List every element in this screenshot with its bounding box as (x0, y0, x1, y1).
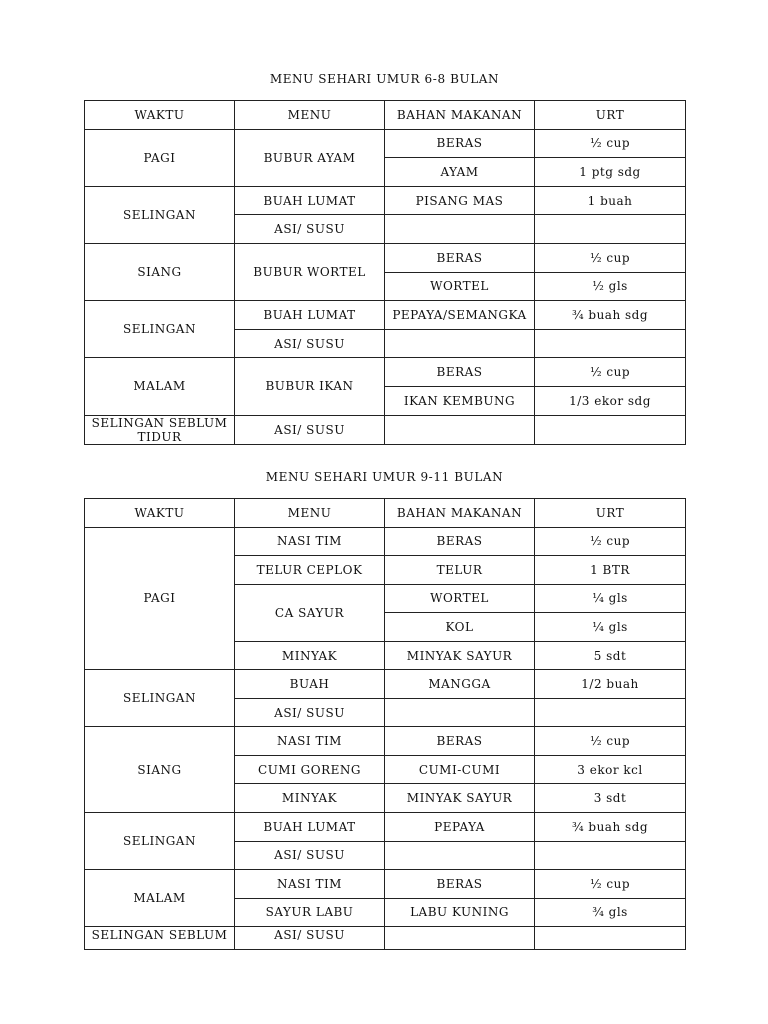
urt-cell: ¼ gls (535, 584, 686, 613)
bahan-cell: MANGGA (385, 670, 535, 699)
waktu-cell: SELINGAN (85, 186, 235, 243)
menu-table-6-8-bulan (84, 100, 686, 445)
urt-cell: ½ cup (535, 527, 686, 556)
header-cell-waktu: WAKTU (85, 499, 235, 528)
urt-cell: ½ cup (535, 243, 686, 272)
header-cell-urt: URT (535, 499, 686, 528)
header-cell-menu: MENU (235, 101, 385, 130)
bahan-cell: MINYAK SAYUR (385, 641, 535, 670)
table1-title: MENU SEHARI UMUR 6-8 BULAN (269, 72, 500, 86)
menu-cell: ASI/ SUSU (235, 215, 385, 244)
menu-table-9-11-bulan (84, 498, 686, 950)
bahan-cell: BERAS (385, 527, 535, 556)
waktu-cell: PAGI (85, 527, 235, 670)
menu-cell: MINYAK (235, 641, 385, 670)
table-row (85, 527, 686, 556)
menu-cell: NASI TIM (235, 870, 385, 899)
waktu-cell: SELINGAN (85, 813, 235, 870)
menu-cell: CUMI GORENG (235, 755, 385, 784)
menu-cell: TELUR CEPLOK (235, 556, 385, 585)
bahan-cell: AYAM (385, 158, 535, 187)
waktu-cell: SELINGAN (85, 670, 235, 727)
urt-cell (535, 215, 686, 244)
urt-cell: ½ cup (535, 358, 686, 387)
bahan-cell: PISANG MAS (385, 186, 535, 215)
waktu-cell: SIANG (85, 727, 235, 813)
urt-cell: ½ gls (535, 272, 686, 301)
bahan-cell: BERAS (385, 870, 535, 899)
header-cell-bahan-makanan: BAHAN MAKANAN (385, 101, 535, 130)
urt-cell: ¾ gls (535, 898, 686, 927)
table-row (85, 927, 686, 950)
table-row (85, 301, 686, 330)
bahan-cell: MINYAK SAYUR (385, 784, 535, 813)
table-header-row (85, 101, 686, 130)
urt-cell: 1 BTR (535, 556, 686, 585)
bahan-cell: BERAS (385, 243, 535, 272)
menu-cell: SAYUR LABU (235, 898, 385, 927)
menu-cell: BUAH (235, 670, 385, 699)
urt-cell (535, 927, 686, 950)
waktu-cell: SELINGAN SEBLUM (85, 927, 235, 950)
bahan-cell (385, 415, 535, 444)
menu-cell: BUAH LUMAT (235, 186, 385, 215)
waktu-cell: PAGI (85, 129, 235, 186)
header-cell-menu: MENU (235, 499, 385, 528)
table-row (85, 243, 686, 272)
urt-cell: 1/3 ekor sdg (535, 386, 686, 415)
table-row (85, 727, 686, 756)
bahan-cell: WORTEL (385, 584, 535, 613)
waktu-cell: SELINGAN (85, 301, 235, 358)
urt-cell: ¼ gls (535, 613, 686, 642)
bahan-cell: BERAS (385, 129, 535, 158)
menu-cell: BUAH LUMAT (235, 301, 385, 330)
table-row (85, 415, 686, 444)
bahan-cell: PEPAYA (385, 813, 535, 842)
bahan-cell (385, 927, 535, 950)
menu-cell: ASI/ SUSU (235, 698, 385, 727)
bahan-cell: BERAS (385, 358, 535, 387)
bahan-cell: BERAS (385, 727, 535, 756)
urt-cell: ½ cup (535, 129, 686, 158)
menu-cell: BUAH LUMAT (235, 813, 385, 842)
menu-cell: BUBUR WORTEL (235, 243, 385, 300)
bahan-cell: IKAN KEMBUNG (385, 386, 535, 415)
menu-cell: BUBUR IKAN (235, 358, 385, 415)
waktu-cell: MALAM (85, 358, 235, 415)
urt-cell (535, 698, 686, 727)
menu-cell: MINYAK (235, 784, 385, 813)
menu-cell: ASI/ SUSU (235, 329, 385, 358)
menu-cell: ASI/ SUSU (235, 415, 385, 444)
urt-cell: 1 ptg sdg (535, 158, 686, 187)
menu-cell: BUBUR AYAM (235, 129, 385, 186)
urt-cell (535, 841, 686, 870)
urt-cell (535, 329, 686, 358)
urt-cell: ¾ buah sdg (535, 301, 686, 330)
bahan-cell: TELUR (385, 556, 535, 585)
menu-cell: ASI/ SUSU (235, 841, 385, 870)
table2-title: MENU SEHARI UMUR 9-11 BULAN (265, 470, 504, 484)
bahan-cell (385, 215, 535, 244)
menu-cell: ASI/ SUSU (235, 927, 385, 950)
table-row (85, 358, 686, 387)
table-row (85, 813, 686, 842)
bahan-cell: LABU KUNING (385, 898, 535, 927)
bahan-cell: PEPAYA/SEMANGKA (385, 301, 535, 330)
bahan-cell: KOL (385, 613, 535, 642)
urt-cell (535, 415, 686, 444)
table-row (85, 670, 686, 699)
urt-cell: ½ cup (535, 870, 686, 899)
urt-cell: 3 ekor kcl (535, 755, 686, 784)
header-cell-urt: URT (535, 101, 686, 130)
menu-cell: NASI TIM (235, 527, 385, 556)
waktu-cell: SELINGAN SEBLUM TIDUR (85, 415, 235, 444)
urt-cell: 3 sdt (535, 784, 686, 813)
menu-cell: NASI TIM (235, 727, 385, 756)
urt-cell: 1/2 buah (535, 670, 686, 699)
menu-cell: CA SAYUR (235, 584, 385, 641)
table-row (85, 870, 686, 899)
bahan-cell (385, 329, 535, 358)
table-row (85, 186, 686, 215)
urt-cell: 1 buah (535, 186, 686, 215)
header-cell-waktu: WAKTU (85, 101, 235, 130)
header-cell-bahan-makanan: BAHAN MAKANAN (385, 499, 535, 528)
bahan-cell (385, 698, 535, 727)
table-row (85, 129, 686, 158)
bahan-cell (385, 841, 535, 870)
bahan-cell: CUMI-CUMI (385, 755, 535, 784)
urt-cell: 5 sdt (535, 641, 686, 670)
table-header-row (85, 499, 686, 528)
urt-cell: ½ cup (535, 727, 686, 756)
waktu-cell: SIANG (85, 243, 235, 300)
urt-cell: ¾ buah sdg (535, 813, 686, 842)
bahan-cell: WORTEL (385, 272, 535, 301)
waktu-cell: MALAM (85, 870, 235, 927)
